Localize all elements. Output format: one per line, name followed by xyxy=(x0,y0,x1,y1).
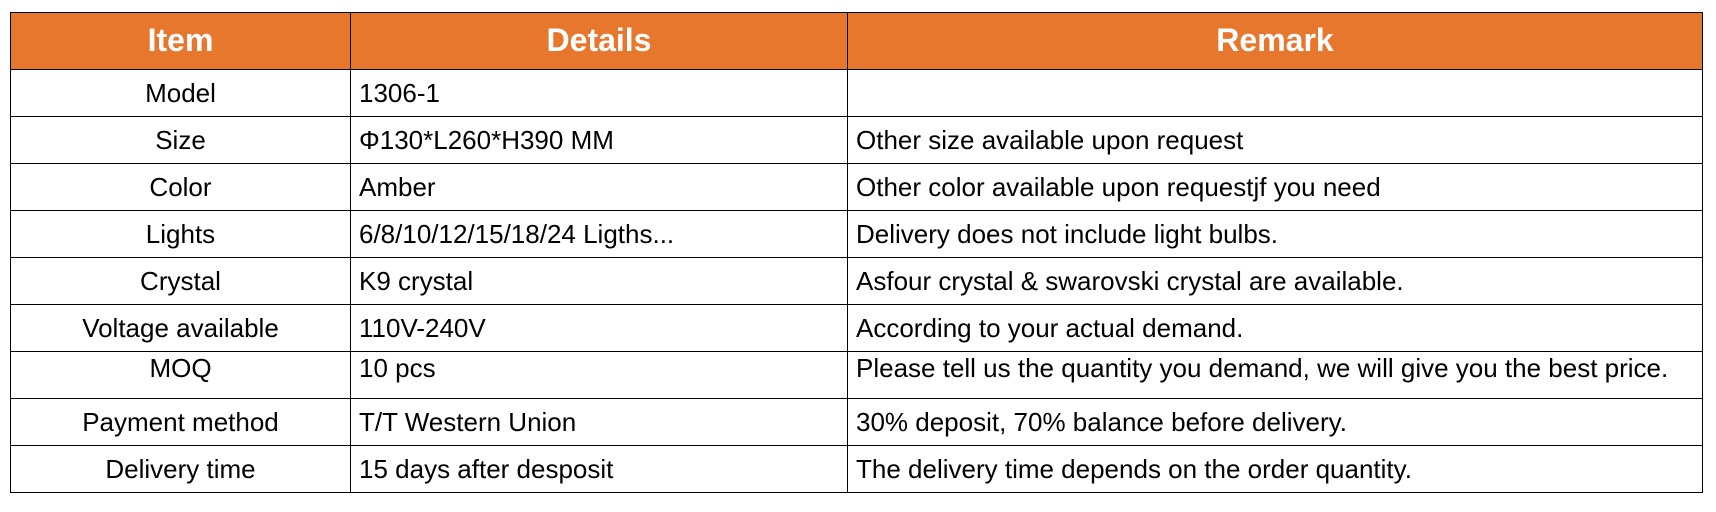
column-header-details: Details xyxy=(351,13,848,70)
table-row xyxy=(11,211,1703,258)
cell-item: Size xyxy=(11,117,351,164)
table-row xyxy=(11,258,1703,305)
cell-details: Φ130*L260*H390 MM xyxy=(351,117,848,164)
table-row xyxy=(11,352,1703,399)
table-row xyxy=(11,305,1703,352)
cell-remark: Other color available upon requestjf you need xyxy=(848,164,1703,211)
column-header-item: Item xyxy=(11,13,351,70)
cell-details: Amber xyxy=(351,164,848,211)
cell-item: Color xyxy=(11,164,351,211)
table-row xyxy=(11,164,1703,211)
cell-details: 110V-240V xyxy=(351,305,848,352)
cell-item: Delivery time xyxy=(11,446,351,493)
cell-item: Model xyxy=(11,70,351,117)
table-row xyxy=(11,70,1703,117)
cell-remark: 30% deposit, 70% balance before delivery. xyxy=(848,399,1703,446)
table-header xyxy=(11,13,1703,70)
cell-remark: Please tell us the quantity you demand, we will give you the best price. xyxy=(848,352,1703,399)
table-header-row xyxy=(11,13,1703,70)
table-row xyxy=(11,399,1703,446)
cell-remark: Asfour crystal & swarovski crystal are available. xyxy=(848,258,1703,305)
cell-item: Payment method xyxy=(11,399,351,446)
cell-details: T/T Western Union xyxy=(351,399,848,446)
cell-remark: Other size available upon request xyxy=(848,117,1703,164)
cell-details: 15 days after desposit xyxy=(351,446,848,493)
cell-item: MOQ xyxy=(11,352,351,399)
specification-sheet xyxy=(10,12,1706,493)
cell-item: Crystal xyxy=(11,258,351,305)
cell-details: 6/8/10/12/15/18/24 Ligths... xyxy=(351,211,848,258)
specification-table xyxy=(10,12,1703,493)
cell-details: 1306-1 xyxy=(351,70,848,117)
cell-remark: The delivery time depends on the order quantity. xyxy=(848,446,1703,493)
cell-remark: According to your actual demand. xyxy=(848,305,1703,352)
cell-details: 10 pcs xyxy=(351,352,848,399)
cell-details: K9 crystal xyxy=(351,258,848,305)
cell-item: Voltage available xyxy=(11,305,351,352)
cell-remark xyxy=(848,70,1703,117)
table-row xyxy=(11,117,1703,164)
table-row xyxy=(11,446,1703,493)
cell-remark: Delivery does not include light bulbs. xyxy=(848,211,1703,258)
column-header-remark: Remark xyxy=(848,13,1703,70)
table-body xyxy=(11,70,1703,493)
cell-item: Lights xyxy=(11,211,351,258)
